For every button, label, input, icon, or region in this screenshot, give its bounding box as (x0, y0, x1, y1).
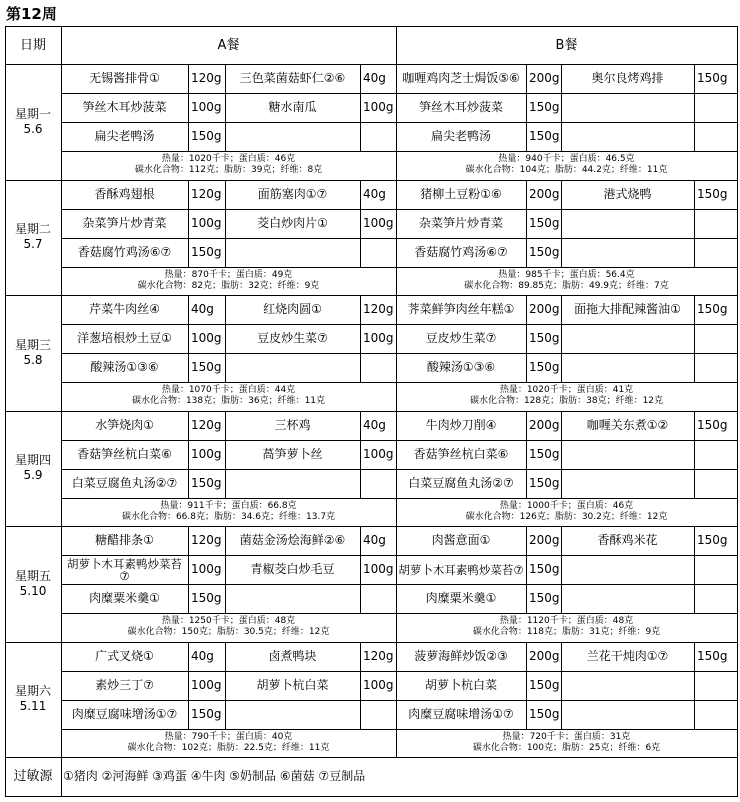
qty-b-cell: 150g (697, 302, 728, 316)
dish-a-cell: 菌菇金汤烩海鲜②⑥ (239, 533, 346, 547)
qty-a-cell: 100g (191, 677, 222, 692)
date: 5.6 (23, 121, 43, 136)
qty-a-cell: 100g (191, 215, 222, 230)
nutrition-line: 碳水化合物：118克；脂肪：31克；纤维：9克 (472, 627, 661, 638)
qty-b-cell: 150g (697, 648, 728, 663)
day-label (5, 411, 61, 527)
grid-line (526, 642, 527, 730)
qty-a-cell: 120g (191, 71, 222, 85)
dish-b-cell: 肉糜粟米羹① (425, 591, 497, 605)
nutrition-line: 热量：911千卡；蛋白质：66.8克 (160, 500, 297, 511)
qty-a-cell (360, 122, 396, 151)
qty-a-cell: 150g (191, 475, 222, 490)
nutrition-line: 热量：1250千卡；蛋白质：48克 (161, 616, 296, 627)
nutrition-line: 碳水化合物：104克；脂肪：44.2克；纤维：11克 (465, 165, 668, 176)
grid-line (188, 295, 189, 383)
nutrition-line: 碳水化合物：82克；脂肪：32克；纤维：9克 (137, 280, 320, 291)
qty-a-cell (360, 353, 396, 382)
nutrition-line: 碳水化合物：138克；脂肪：36克；纤维：11克 (131, 396, 326, 407)
date: 5.7 (23, 237, 43, 252)
qty-b-cell: 150g (697, 186, 728, 201)
dish-b-cell: 豆皮炒生菜⑦ (425, 331, 497, 345)
grid-line (360, 64, 361, 152)
qty-a-cell: 100g (191, 331, 222, 345)
nutrition-line: 碳水化合物：66.8克；脂肪：34.6克；纤维：13.7克 (121, 511, 336, 522)
dish-a-cell: 扁尖老鸭汤 (94, 129, 155, 143)
dish-b-cell (561, 353, 694, 382)
qty-b-cell: 150g (529, 331, 560, 345)
grid-line (561, 411, 562, 499)
dish-a-cell: 红烧肉圆① (263, 302, 322, 316)
qty-a-cell: 100g (363, 562, 394, 576)
dish-a-cell: 香菇腐竹鸡汤⑥⑦ (77, 244, 172, 259)
dish-a-cell: 杂菜笋片炒青菜 (82, 215, 167, 230)
qty-b-cell (694, 440, 737, 469)
grid-line (526, 64, 527, 152)
grid-line (561, 64, 562, 152)
qty-b-cell: 150g (529, 244, 560, 259)
dish-b-cell (561, 209, 694, 238)
grid-line (694, 180, 695, 268)
dish-a-cell: 笋丝木耳炒菠菜 (82, 100, 167, 114)
grid-line (526, 526, 527, 614)
qty-b-cell: 150g (529, 129, 560, 143)
dish-a-cell (225, 700, 360, 729)
grid-line (225, 526, 226, 614)
day-label (5, 64, 61, 180)
dish-a-cell: 白菜豆腐鱼丸汤②⑦ (71, 475, 178, 490)
qty-a-cell: 120g (363, 302, 394, 316)
dish-b-cell (561, 671, 694, 700)
grid-line (225, 295, 226, 383)
dish-a-cell: 三杯鸡 (274, 417, 311, 432)
qty-a-cell: 100g (363, 677, 394, 692)
grid-line (225, 180, 226, 268)
qty-a-cell (360, 584, 396, 613)
dish-b-cell: 白菜豆腐鱼丸汤②⑦ (408, 475, 514, 490)
grid-line (360, 526, 361, 614)
qty-b-cell (694, 238, 737, 267)
grid-line (694, 642, 695, 730)
nutrition-line: 热量：1000千卡；蛋白质：46克 (499, 500, 634, 511)
qty-b-cell: 150g (697, 71, 728, 85)
qty-b-cell: 150g (529, 100, 560, 114)
qty-a-cell: 40g (363, 71, 386, 85)
qty-a-cell: 100g (363, 331, 394, 345)
qty-b-cell: 150g (529, 706, 560, 721)
day-label (5, 295, 61, 411)
nutrition-line: 碳水化合物：89.85克；脂肪：49.9克；纤维：7克 (464, 280, 669, 291)
dish-b-cell: 咖喱关东煮①② (586, 417, 669, 432)
qty-a-cell: 100g (363, 446, 394, 461)
qty-a-cell: 120g (191, 186, 222, 201)
qty-b-cell: 200g (529, 648, 560, 663)
allergen-label: 过敏源 (13, 769, 53, 784)
grid-line (526, 295, 527, 383)
dish-b-cell: 猪柳土豆粉①⑥ (420, 186, 502, 201)
qty-a-cell: 100g (191, 100, 222, 114)
nutrition-line: 热量：870千卡；蛋白质：49克 (164, 269, 293, 280)
grid-line (694, 526, 695, 614)
day-label (5, 180, 61, 296)
week-title: 第12周 (6, 5, 57, 23)
dish-b-cell (561, 555, 694, 584)
grid-line (225, 642, 226, 730)
qty-b-cell (694, 555, 737, 584)
grid-line (694, 64, 695, 152)
qty-b-cell (694, 469, 737, 498)
grid-line (526, 180, 527, 268)
nutrition-line: 热量：790千卡；蛋白质：40克 (164, 731, 293, 742)
qty-a-cell: 150g (191, 706, 222, 721)
nutrition-a-summary (61, 151, 396, 180)
grid-line (561, 526, 562, 614)
grid-line (61, 757, 62, 797)
dish-a-cell: 无锡酱排骨① (89, 71, 160, 85)
dish-a-cell: 洋葱培根炒土豆① (77, 331, 172, 345)
qty-b-cell: 150g (529, 562, 560, 576)
qty-a-cell: 100g (363, 215, 394, 230)
dish-a-cell: 胡萝卜杭白菜 (256, 677, 329, 692)
qty-b-cell (694, 353, 737, 382)
dish-b-cell (561, 122, 694, 151)
grid-line (561, 180, 562, 268)
date: 5.11 (19, 699, 47, 714)
qty-b-cell: 200g (529, 186, 560, 201)
qty-b-cell: 200g (529, 533, 560, 547)
weekday: 星期四 (14, 453, 51, 468)
nutrition-line: 碳水化合物：128克；脂肪：38克；纤维：12克 (469, 396, 664, 407)
dish-b-cell (561, 700, 694, 729)
grid-line (561, 295, 562, 383)
qty-b-cell (694, 122, 737, 151)
qty-a-cell: 120g (191, 533, 222, 547)
dish-b-cell: 香菇腐竹鸡汤⑥⑦ (414, 244, 508, 259)
dish-a-cell: 芹菜牛肉丝④ (89, 302, 160, 316)
date: 5.8 (23, 352, 43, 367)
dish-a-cell: 糖醋排条① (95, 533, 154, 547)
dish-b-cell: 胡萝卜杭白菜 (424, 677, 497, 692)
grid-line (5, 796, 738, 797)
dish-a-cell: 青椒茭白炒毛豆 (250, 562, 335, 576)
qty-a-cell: 150g (191, 129, 222, 143)
grid-line (360, 295, 361, 383)
nutrition-line: 热量：985千卡；蛋白质：56.4克 (498, 269, 635, 280)
grid-line (694, 411, 695, 499)
dish-a-cell: 豆皮炒生菜⑦ (257, 331, 328, 345)
nutrition-b-summary (396, 729, 737, 758)
date: 5.10 (19, 583, 47, 598)
qty-a-cell: 150g (191, 591, 222, 605)
qty-b-cell (694, 700, 737, 729)
nutrition-a-summary (61, 498, 396, 527)
qty-a-cell: 40g (363, 417, 386, 432)
nutrition-line: 热量：1020千卡；蛋白质：41克 (499, 385, 634, 396)
dish-a-cell (225, 122, 360, 151)
dish-b-cell: 香酥鸡米花 (597, 533, 658, 547)
dish-a-cell: 萵笋萝卜丝 (262, 446, 323, 461)
grid-line (188, 526, 189, 614)
grid-line (526, 411, 527, 499)
grid-line (5, 26, 738, 27)
date-header: 日期 (19, 37, 46, 53)
qty-b-cell: 150g (529, 677, 560, 692)
dish-a-cell: 水笋烧肉① (95, 417, 154, 432)
qty-b-cell: 200g (529, 71, 560, 85)
dish-a-cell: 素炒三丁⑦ (95, 677, 154, 692)
qty-b-cell (694, 671, 737, 700)
dish-a-cell: 肉糜粟米羹① (89, 591, 160, 605)
dish-b-cell: 面拖大排配辣酱油① (574, 302, 681, 316)
nutrition-b-summary (396, 267, 737, 296)
grid-line (561, 642, 562, 730)
dish-a-cell: 胡萝卜木耳素鸭炒菜苔⑦ (67, 556, 182, 583)
nutrition-b-summary (396, 151, 737, 180)
nutrition-line: 碳水化合物：126克；脂肪：30.2克；纤维：12克 (465, 511, 668, 522)
nutrition-b-summary (396, 613, 737, 642)
dish-b-cell: 笋丝木耳炒菠菜 (418, 100, 503, 114)
qty-a-cell (360, 700, 396, 729)
dish-b-cell (561, 440, 694, 469)
qty-b-cell: 150g (697, 533, 728, 547)
qty-b-cell: 150g (529, 446, 560, 461)
meal-a-header: A餐 (217, 37, 240, 53)
nutrition-line: 热量：1020千卡；蛋白质：46克 (161, 154, 296, 165)
qty-a-cell (360, 238, 396, 267)
qty-b-cell: 150g (529, 591, 560, 605)
dish-b-cell: 扁尖老鸭汤 (430, 129, 491, 143)
nutrition-line: 碳水化合物：100克；脂肪：25克；纤维：6克 (472, 742, 661, 753)
qty-a-cell: 120g (191, 417, 222, 432)
nutrition-line: 碳水化合物：112克；脂肪：39克；纤维：8克 (134, 165, 323, 176)
nutrition-line: 碳水化合物：150克；脂肪：30.5克；纤维：12克 (127, 627, 330, 638)
dish-a-cell (225, 584, 360, 613)
qty-b-cell: 150g (529, 215, 560, 230)
dish-a-cell: 酸辣汤①③⑥ (90, 360, 159, 374)
qty-b-cell: 150g (529, 360, 560, 374)
grid-line (225, 411, 226, 499)
dish-b-cell: 牛肉炒刀削④ (425, 417, 497, 432)
dish-b-cell: 杂菜笋片炒青菜 (418, 215, 503, 230)
dish-a-cell (225, 353, 360, 382)
dish-a-cell: 广式叉烧① (95, 648, 154, 663)
grid-line (225, 64, 226, 152)
nutrition-line: 热量：1120千卡；蛋白质：48克 (499, 616, 634, 627)
dish-b-cell (561, 93, 694, 122)
day-label (5, 642, 61, 758)
grid-line (188, 180, 189, 268)
qty-a-cell: 40g (191, 302, 214, 316)
nutrition-line: 热量：720千卡；蛋白质：31克 (502, 731, 631, 742)
qty-b-cell (694, 93, 737, 122)
day-label (5, 526, 61, 642)
nutrition-line: 碳水化合物：102克；脂肪：22.5克；纤维：11克 (127, 742, 330, 753)
qty-a-cell: 40g (363, 533, 386, 547)
dish-b-cell: 菠萝海鲜炒饭②③ (414, 648, 508, 663)
date: 5.9 (23, 468, 43, 483)
weekday: 星期三 (14, 337, 51, 352)
grid-line (188, 642, 189, 730)
qty-b-cell (694, 584, 737, 613)
meal-b-header: B餐 (555, 37, 578, 53)
grid-line (188, 64, 189, 152)
grid-line (188, 411, 189, 499)
dish-b-cell: 港式烧鸭 (603, 186, 652, 201)
dish-b-cell: 胡萝卜木耳素鸭炒菜苔⑦ (398, 562, 524, 577)
dish-a-cell (225, 469, 360, 498)
dish-b-cell (561, 584, 694, 613)
dish-a-cell (225, 238, 360, 267)
dish-b-cell (561, 238, 694, 267)
dish-a-cell: 香菇笋丝杭白菜⑥ (77, 446, 172, 461)
dish-a-cell: 茭白炒肉片① (257, 215, 328, 230)
qty-a-cell: 100g (363, 100, 394, 114)
dish-a-cell: 肉糜豆腐味增汤①⑦ (71, 706, 178, 721)
qty-a-cell: 100g (191, 446, 222, 461)
qty-a-cell: 150g (191, 360, 222, 374)
nutrition-a-summary (61, 382, 396, 411)
qty-a-cell: 100g (191, 562, 222, 576)
weekday: 星期六 (14, 684, 51, 699)
weekday: 星期五 (14, 568, 51, 583)
qty-a-cell: 40g (191, 648, 214, 663)
allergen-list: ①猪肉 ②河海鲜 ③鸡蛋 ④牛肉 ⑤奶制品 ⑥菌菇 ⑦豆制品 (63, 769, 366, 783)
dish-b-cell: 荠菜鲜笋肉丝年糕① (407, 302, 515, 316)
nutrition-line: 热量：1070千卡；蛋白质：44克 (161, 385, 296, 396)
dish-b-cell: 奥尔良烤鸡排 (591, 71, 664, 85)
grid-line (694, 295, 695, 383)
nutrition-a-summary (61, 267, 396, 296)
dish-b-cell (561, 324, 694, 353)
dish-b-cell: 兰花干炖肉①⑦ (586, 648, 669, 663)
dish-b-cell: 肉糜豆腐味增汤①⑦ (408, 706, 514, 721)
qty-b-cell (694, 209, 737, 238)
dish-a-cell: 糖水南瓜 (268, 100, 317, 114)
qty-a-cell: 120g (363, 648, 394, 663)
qty-a-cell: 150g (191, 244, 222, 259)
qty-b-cell: 150g (529, 475, 560, 490)
nutrition-a-summary (61, 729, 396, 758)
dish-b-cell: 酸辣汤①③⑥ (426, 360, 496, 374)
qty-b-cell: 200g (529, 302, 560, 316)
qty-b-cell (694, 324, 737, 353)
dish-a-cell: 香酥鸡翅根 (94, 186, 155, 201)
dish-a-cell: 面筋塞肉①⑦ (257, 186, 328, 201)
nutrition-b-summary (396, 382, 737, 411)
grid-line (360, 180, 361, 268)
dish-b-cell: 咖喱鸡肉芝士焗饭⑤⑥ (402, 71, 520, 85)
weekday: 星期二 (14, 222, 51, 237)
grid-line (360, 411, 361, 499)
dish-a-cell: 卤煮鸭块 (268, 648, 317, 663)
dish-b-cell (561, 469, 694, 498)
dish-b-cell: 香菇笋丝杭白菜⑥ (413, 446, 509, 461)
qty-b-cell: 150g (697, 417, 728, 432)
dish-b-cell: 肉酱意面① (431, 533, 491, 547)
qty-b-cell: 200g (529, 417, 560, 432)
nutrition-b-summary (396, 498, 737, 527)
qty-a-cell: 40g (363, 186, 386, 201)
nutrition-line: 热量：940千卡；蛋白质：46.5克 (498, 154, 635, 165)
qty-a-cell (360, 469, 396, 498)
weekday: 星期一 (14, 106, 51, 121)
dish-a-cell: 三色菜菌菇虾仁②⑥ (239, 71, 346, 85)
nutrition-a-summary (61, 613, 396, 642)
grid-line (360, 642, 361, 730)
